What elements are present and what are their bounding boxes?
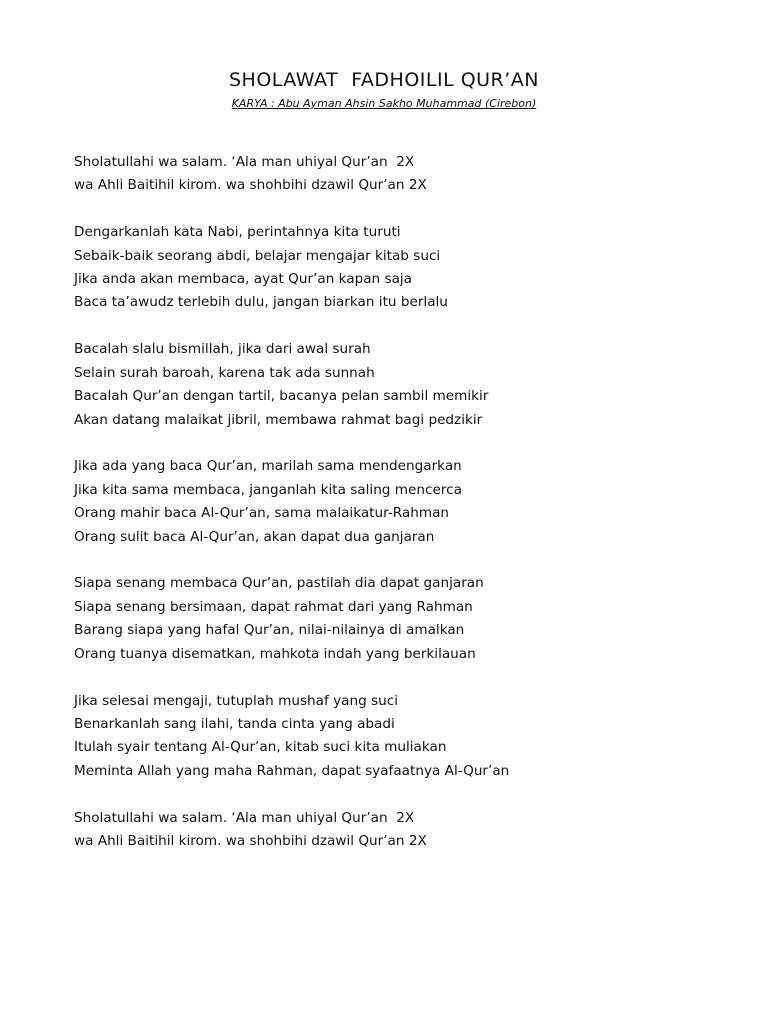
- stanza-line: Meminta Allah yang maha Rahman, dapat syafaatnya Al-Qur’an: [74, 762, 510, 779]
- document-title: SHOLAWAT FADHOILIL QUR’AN: [228, 69, 540, 91]
- stanza-line: Orang tuanya disematkan, mahkota indah yang berkilauan: [74, 645, 476, 662]
- stanza-line: Siapa senang membaca Qur’an, pastilah dia dapat ganjaran: [74, 575, 484, 592]
- stanza-chorus-closing: [74, 807, 714, 854]
- stanza-2: [74, 338, 714, 432]
- stanza-line: Bacalah slalu bismillah, jika dari awal surah: [74, 341, 371, 358]
- stanza-line: Orang mahir baca Al-Qur’an, sama malaikatur-Rahman: [74, 505, 450, 522]
- author-credit: KARYA : Abu Ayman Ahsin Sakho Muhammad (Cirebon): [231, 97, 537, 110]
- stanza-line: Selain surah baroah, karena tak ada sunnah: [74, 364, 375, 381]
- stanza-line: Siapa senang bersimaan, dapat rahmat dari yang Rahman: [74, 598, 473, 615]
- stanza-line: Sholatullahi wa salam. ‘Ala man uhiyal Qur’an 2X: [74, 154, 415, 170]
- stanza-3: [74, 455, 714, 549]
- stanza-line: wa Ahli Baitihil kirom. wa shohbihi dzawil Qur’an 2X: [74, 177, 427, 194]
- lyrics-body: [74, 151, 714, 877]
- stanza-5: [74, 690, 714, 784]
- stanza-line: Sebaik-baik seorang abdi, belajar mengajar kitab suci: [74, 247, 441, 264]
- stanza-line: Baca ta’awudz terlebih dulu, jangan biarkan itu berlalu: [74, 294, 448, 311]
- stanza-line: Itulah syair tentang Al-Qur’an, kitab suci kita muliakan: [74, 739, 447, 756]
- stanza-4: [74, 572, 714, 666]
- stanza-line: wa Ahli Baitihil kirom. wa shohbihi dzawil Qur’an 2X: [74, 832, 427, 849]
- stanza-line: Sholatullahi wa salam. ‘Ala man uhiyal Qur’an 2X: [74, 809, 415, 826]
- stanza-line: Barang siapa yang hafal Qur’an, nilai-nilainya di amalkan: [74, 622, 465, 639]
- stanza-1: [74, 221, 714, 315]
- stanza-line: Jika selesai mengaji, tutuplah mushaf yang suci: [74, 692, 398, 709]
- stanza-line: Jika ada yang baca Qur’an, marilah sama mendengarkan: [74, 458, 462, 475]
- stanza-chorus-opening: [74, 151, 714, 198]
- stanza-line: Jika kita sama membaca, janganlah kita saling mencerca: [74, 481, 462, 498]
- stanza-line: Orang sulit baca Al-Qur’an, akan dapat dua ganjaran: [74, 528, 435, 545]
- stanza-line: Jika anda akan membaca, ayat Qur’an kapan saja: [74, 271, 413, 288]
- stanza-line: Bacalah Qur’an dengan tartil, bacanya pelan sambil memikir: [74, 388, 489, 405]
- stanza-line: Benarkanlah sang ilahi, tanda cinta yang abadi: [74, 715, 395, 732]
- stanza-line: Akan datang malaikat jibril, membawa rahmat bagi pedzikir: [74, 411, 483, 428]
- stanza-line: Dengarkanlah kata Nabi, perintahnya kita turuti: [74, 224, 401, 241]
